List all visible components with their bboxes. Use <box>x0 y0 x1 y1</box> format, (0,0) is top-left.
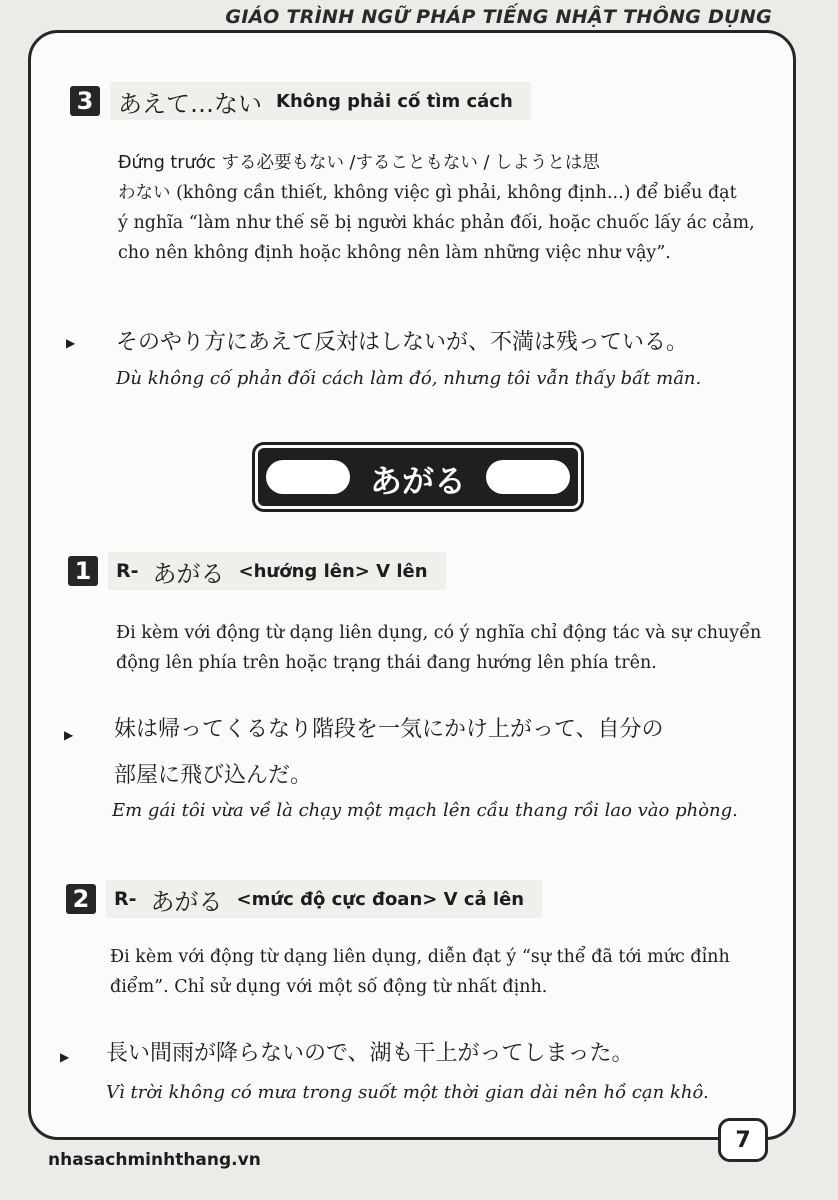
item-1-label <box>68 552 446 590</box>
grammar-pattern: あえて…ない <box>118 89 262 118</box>
page-number: 7 <box>718 1118 768 1162</box>
example-translation: Em gái tôi vừa về là chạy một mạch lên cầu thang rồi lao vào phòng. <box>112 800 738 821</box>
item-1-heading <box>108 552 446 590</box>
section-3-heading <box>110 82 531 120</box>
grammar-meaning: <hướng lên> V lên <box>238 560 428 582</box>
explanation-line: ý nghĩa “làm như thế sẽ bị người khác phản đối, hoặc chuốc lấy ác cảm, <box>118 213 755 233</box>
bullet-triangle-icon: ▶ <box>60 1050 70 1064</box>
example-japanese: そのやり方にあえて反対はしないが、不満は残っている。 <box>116 330 689 355</box>
grammar-pattern: あがる <box>150 887 223 916</box>
example-japanese: 妹は帰ってくるなり階段を一気にかけ上がって、自分の <box>114 717 664 742</box>
item-number-badge: 1 <box>68 556 98 586</box>
explanation-line: động lên phía trên hoặc trạng thái đang hướng lên phía trên. <box>116 653 657 673</box>
section-number-badge: 3 <box>70 86 100 116</box>
entry-title: あがる <box>369 462 466 500</box>
example-translation: Vì trời không có mưa trong suốt một thời gian dài nên hồ cạn khô. <box>106 1082 709 1103</box>
example-translation: Dù không cố phản đối cách làm đó, nhưng tôi vẫn thấy bất mãn. <box>116 368 702 389</box>
explanation-line: Đứng trước する必要もない /することもない / しようとは思 <box>118 153 600 173</box>
grammar-meaning: <mức độ cực đoan> V cả lên <box>236 888 525 910</box>
example-japanese: 部屋に飛び込んだ。 <box>114 763 313 788</box>
bullet-triangle-icon: ▶ <box>64 728 74 742</box>
item-1-explanation <box>116 618 776 678</box>
explanation-line: わない (không cần thiết, không việc gì phải, không định...) để biểu đạt <box>118 183 737 203</box>
example-japanese: 長い間雨が降らないので、湖も干上がってしまった。 <box>106 1041 634 1066</box>
pattern-prefix: R- <box>114 888 137 910</box>
footer-website: nhasachminhthang.vn <box>48 1150 261 1170</box>
explanation-line: cho nên không định hoặc không nên làm những việc như vậy”. <box>118 243 671 263</box>
item-2-heading <box>106 880 542 918</box>
explanation-line: điểm”. Chỉ sử dụng với một số động từ nhất định. <box>110 977 548 997</box>
entry-title-banner <box>258 448 578 506</box>
item-2-explanation <box>110 942 780 1002</box>
book-header-title: GIÁO TRÌNH NGỮ PHÁP TIẾNG NHẬT THÔNG DỤNG <box>225 6 772 28</box>
section-3-label <box>70 82 531 120</box>
item-number-badge: 2 <box>66 884 96 914</box>
grammar-pattern: あがる <box>152 559 225 588</box>
grammar-meaning: Không phải cố tìm cách <box>276 90 513 112</box>
item-2-label <box>66 880 542 918</box>
pattern-prefix: R- <box>116 560 139 582</box>
section-3-explanation <box>118 148 768 268</box>
explanation-line: Đi kèm với động từ dạng liên dụng, có ý nghĩa chỉ động tác và sự chuyển <box>116 623 762 643</box>
bullet-triangle-icon: ▶ <box>66 336 76 350</box>
explanation-line: Đi kèm với động từ dạng liên dụng, diễn đạt ý “sự thể đã tới mức đỉnh <box>110 947 730 967</box>
